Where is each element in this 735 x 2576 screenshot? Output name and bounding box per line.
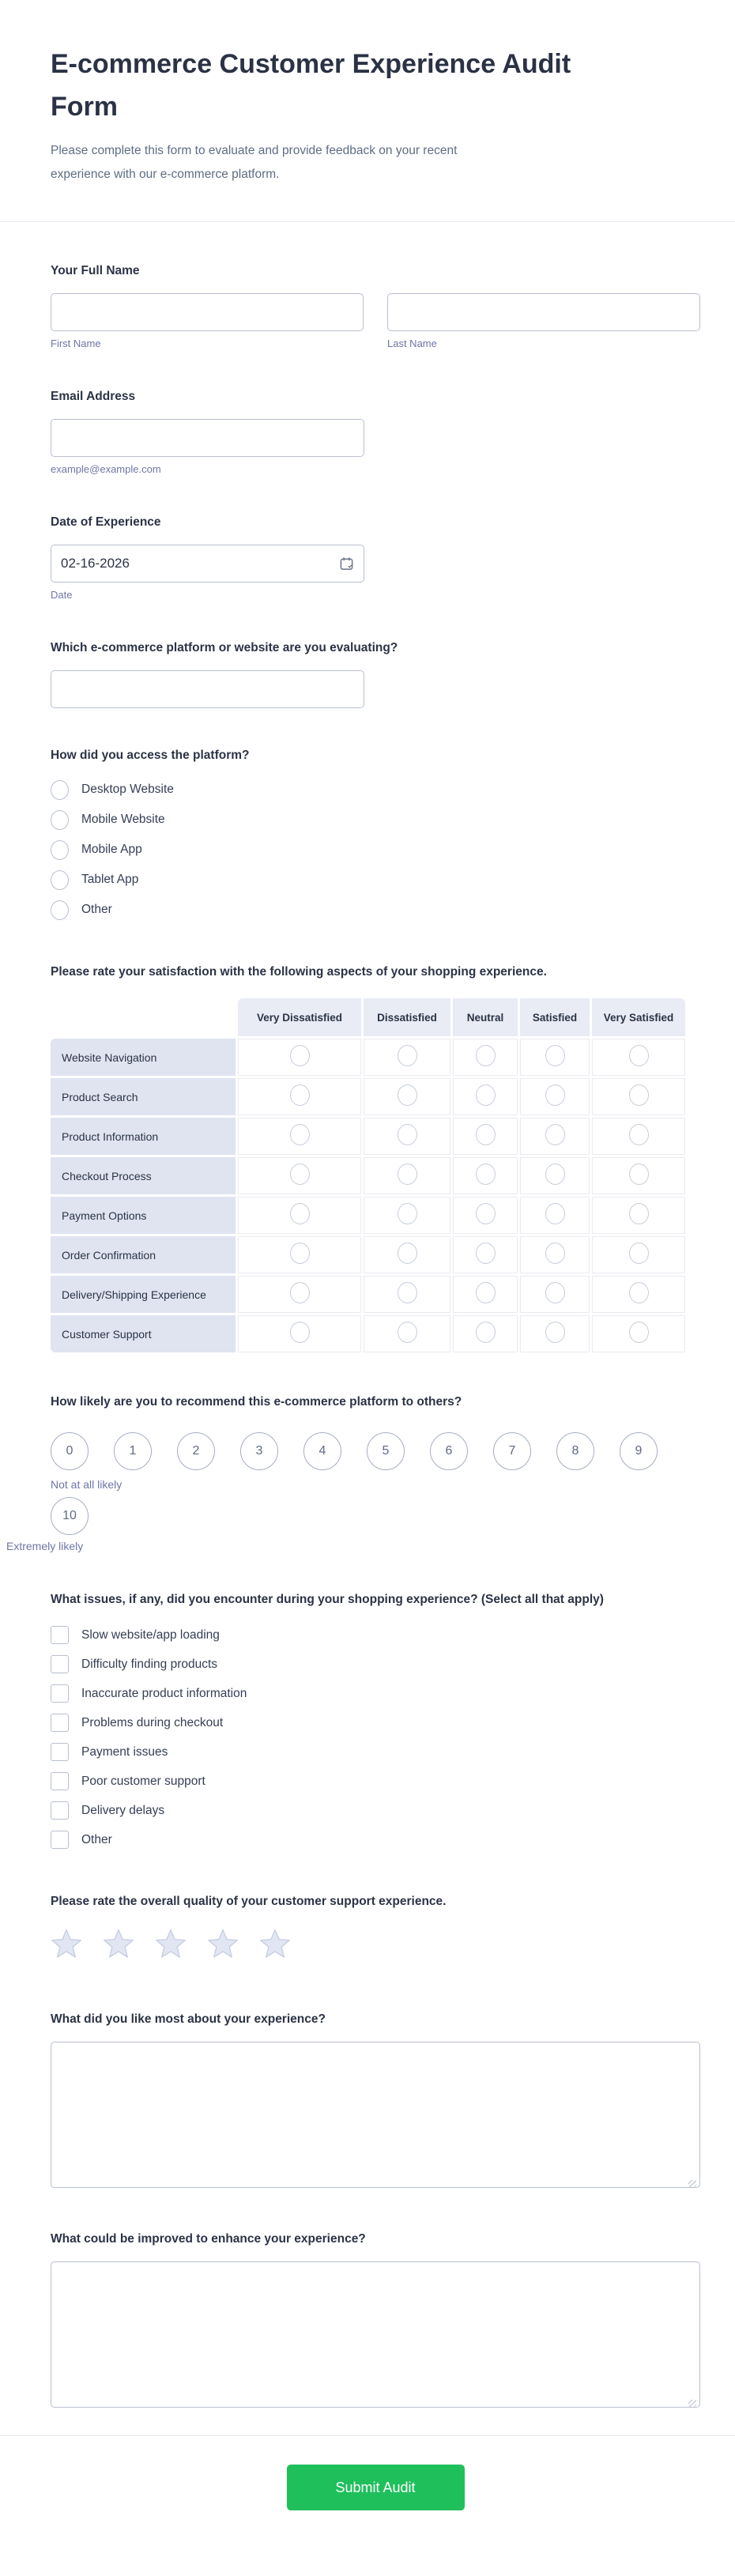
matrix-cell[interactable] bbox=[520, 1039, 590, 1076]
matrix-header-row bbox=[51, 998, 685, 1036]
radio-option-label: Mobile App bbox=[81, 843, 142, 856]
matrix-cell[interactable] bbox=[453, 1078, 518, 1115]
matrix-radio-icon[interactable] bbox=[290, 1322, 310, 1343]
liked-most-label: What did you like most about your experience? bbox=[51, 2012, 326, 2026]
matrix-cell[interactable] bbox=[238, 1276, 361, 1313]
matrix-cell[interactable] bbox=[592, 1236, 685, 1273]
matrix-radio-icon[interactable] bbox=[290, 1045, 310, 1066]
checkbox-option[interactable] bbox=[51, 1825, 700, 1854]
matrix-cell[interactable] bbox=[238, 1157, 361, 1194]
radio-option-label: Desktop Website bbox=[81, 783, 174, 796]
nps-circle-6[interactable]: 6 bbox=[430, 1432, 468, 1470]
question-email bbox=[51, 387, 700, 475]
question-liked-most bbox=[51, 2010, 700, 2192]
radio-button-icon[interactable] bbox=[51, 900, 69, 920]
matrix-radio-icon[interactable] bbox=[629, 1124, 649, 1145]
matrix-cell[interactable] bbox=[364, 1039, 450, 1076]
matrix-cell[interactable] bbox=[453, 1039, 518, 1076]
question-date bbox=[51, 513, 700, 601]
matrix-radio-icon[interactable] bbox=[545, 1124, 565, 1145]
form-title: E-commerce Customer Experience Audit Form bbox=[51, 49, 571, 122]
matrix-radio-icon[interactable] bbox=[476, 1322, 496, 1343]
radio-option-label: Other bbox=[81, 903, 112, 916]
checkbox-option-label: Poor customer support bbox=[81, 1774, 205, 1788]
matrix-cell[interactable] bbox=[238, 1039, 361, 1076]
last-name-col bbox=[387, 293, 700, 349]
matrix-cell[interactable] bbox=[520, 1118, 590, 1155]
last-name-sublabel: Last Name bbox=[387, 338, 437, 349]
matrix-column-header: Very Satisfied bbox=[592, 998, 685, 1036]
matrix-cell[interactable] bbox=[453, 1236, 518, 1273]
question-satisfaction-matrix bbox=[51, 963, 700, 1355]
platform-input[interactable] bbox=[51, 670, 364, 708]
first-name-col bbox=[51, 293, 364, 349]
matrix-radio-icon[interactable] bbox=[290, 1243, 310, 1264]
first-name-input[interactable] bbox=[51, 293, 364, 331]
matrix-cell[interactable] bbox=[520, 1157, 590, 1194]
matrix-radio-icon[interactable] bbox=[629, 1282, 649, 1303]
checkbox-icon[interactable] bbox=[51, 1801, 69, 1820]
radio-option[interactable] bbox=[51, 895, 700, 925]
date-sublabel: Date bbox=[51, 589, 73, 601]
full-name-label: Your Full Name bbox=[51, 264, 140, 277]
liked-most-wrap bbox=[51, 2042, 700, 2192]
nps-row-high bbox=[51, 1497, 700, 1535]
star-icon[interactable] bbox=[51, 1929, 82, 1963]
nps-circle-10[interactable]: 10 bbox=[51, 1497, 89, 1535]
nps-high-label: Extremely likely bbox=[6, 1540, 84, 1552]
matrix-radio-icon[interactable] bbox=[398, 1124, 417, 1145]
star-rating bbox=[51, 1929, 700, 1963]
radio-option-label: Mobile Website bbox=[81, 813, 165, 826]
liked-most-textarea[interactable] bbox=[51, 2042, 700, 2188]
last-name-input[interactable] bbox=[387, 293, 700, 331]
checkbox-option-label: Delivery delays bbox=[81, 1803, 165, 1817]
checkbox-icon[interactable] bbox=[51, 1684, 69, 1703]
matrix-radio-icon[interactable] bbox=[629, 1164, 649, 1185]
matrix-cell[interactable] bbox=[364, 1315, 450, 1352]
nps-circle-0[interactable]: 0 bbox=[51, 1432, 89, 1470]
matrix-cell[interactable] bbox=[592, 1078, 685, 1115]
radio-option[interactable] bbox=[51, 835, 700, 865]
checkbox-option[interactable] bbox=[51, 1650, 700, 1679]
checkbox-option-label: Other bbox=[81, 1832, 112, 1846]
matrix-row bbox=[51, 1118, 685, 1155]
nps-circle-9[interactable]: 9 bbox=[620, 1432, 658, 1470]
matrix-cell[interactable] bbox=[592, 1039, 685, 1076]
nps-row-low bbox=[51, 1432, 700, 1470]
matrix-radio-icon[interactable] bbox=[476, 1282, 496, 1303]
matrix-radio-icon[interactable] bbox=[398, 1243, 417, 1264]
matrix-column-header: Very Dissatisfied bbox=[238, 998, 361, 1036]
radio-button-icon[interactable] bbox=[51, 870, 69, 890]
matrix-cell[interactable] bbox=[453, 1157, 518, 1194]
matrix-row bbox=[51, 1236, 685, 1273]
question-platform bbox=[51, 639, 700, 708]
checkbox-icon[interactable] bbox=[51, 1714, 69, 1732]
matrix-cell[interactable] bbox=[238, 1078, 361, 1115]
form-body bbox=[0, 222, 735, 2412]
nps-low-label: Not at all likely bbox=[51, 1478, 122, 1491]
matrix-cell[interactable] bbox=[364, 1157, 450, 1194]
matrix-row-label: Product Search bbox=[51, 1078, 236, 1115]
radio-option-label: Tablet App bbox=[81, 873, 139, 886]
submit-area bbox=[0, 2436, 735, 2510]
matrix-radio-icon[interactable] bbox=[629, 1243, 649, 1264]
matrix-body bbox=[51, 1039, 685, 1352]
checkbox-option-label: Payment issues bbox=[81, 1744, 168, 1759]
matrix-cell[interactable] bbox=[520, 1276, 590, 1313]
matrix-cell[interactable] bbox=[592, 1157, 685, 1194]
nps-circle-4[interactable]: 4 bbox=[303, 1432, 341, 1470]
matrix-cell[interactable] bbox=[238, 1197, 361, 1234]
checkbox-option[interactable] bbox=[51, 1737, 700, 1767]
star-icon[interactable] bbox=[103, 1929, 134, 1963]
matrix-cell[interactable] bbox=[592, 1315, 685, 1352]
radio-button-icon[interactable] bbox=[51, 810, 69, 830]
question-issues bbox=[51, 1590, 700, 1854]
question-nps bbox=[6, 1393, 700, 1552]
checkbox-option-label: Problems during checkout bbox=[81, 1715, 224, 1729]
form-header bbox=[0, 0, 735, 187]
matrix-cell[interactable] bbox=[592, 1197, 685, 1234]
resize-handle-icon[interactable] bbox=[688, 2180, 696, 2188]
matrix-cell[interactable] bbox=[238, 1315, 361, 1352]
matrix-cell[interactable] bbox=[364, 1236, 450, 1273]
matrix-radio-icon[interactable] bbox=[476, 1243, 496, 1264]
matrix-radio-icon[interactable] bbox=[476, 1084, 496, 1106]
matrix-cell[interactable] bbox=[238, 1118, 361, 1155]
nps-circle-8[interactable]: 8 bbox=[556, 1432, 594, 1470]
matrix-radio-icon[interactable] bbox=[629, 1322, 649, 1343]
checkbox-icon[interactable] bbox=[51, 1626, 69, 1644]
matrix-cell[interactable] bbox=[453, 1315, 518, 1352]
matrix-row bbox=[51, 1039, 685, 1076]
matrix-cell[interactable] bbox=[364, 1197, 450, 1234]
access-label: How did you access the platform? bbox=[51, 749, 250, 762]
date-input[interactable] bbox=[51, 545, 364, 583]
question-access bbox=[51, 746, 700, 925]
matrix-row-label: Order Confirmation bbox=[51, 1236, 236, 1273]
matrix-label: Please rate your satisfaction with the following aspects of your shopping experience. bbox=[51, 965, 547, 979]
matrix-row-label: Product Information bbox=[51, 1118, 236, 1155]
radio-option[interactable] bbox=[51, 805, 700, 835]
matrix-radio-icon[interactable] bbox=[545, 1203, 565, 1224]
matrix-radio-icon[interactable] bbox=[290, 1164, 310, 1185]
matrix-row bbox=[51, 1197, 685, 1234]
access-options bbox=[51, 775, 700, 925]
email-label: Email Address bbox=[51, 390, 136, 403]
question-full-name bbox=[51, 262, 700, 349]
matrix-radio-icon[interactable] bbox=[545, 1322, 565, 1343]
name-row bbox=[51, 293, 700, 349]
matrix-cell[interactable] bbox=[520, 1236, 590, 1273]
email-input[interactable] bbox=[51, 419, 364, 457]
matrix-row bbox=[51, 1157, 685, 1194]
checkbox-option[interactable] bbox=[51, 1796, 700, 1825]
matrix-radio-icon[interactable] bbox=[545, 1084, 565, 1106]
matrix-radio-icon[interactable] bbox=[290, 1203, 310, 1224]
nps-circle-3[interactable]: 3 bbox=[240, 1432, 278, 1470]
matrix-cell[interactable] bbox=[520, 1315, 590, 1352]
matrix-column-header: Neutral bbox=[453, 998, 518, 1036]
radio-button-icon[interactable] bbox=[51, 780, 69, 800]
matrix-cell[interactable] bbox=[364, 1078, 450, 1115]
matrix-cell[interactable] bbox=[453, 1276, 518, 1313]
matrix-radio-icon[interactable] bbox=[398, 1164, 417, 1185]
checkbox-option-label: Inaccurate product information bbox=[81, 1686, 247, 1700]
platform-label: Which e-commerce platform or website are you evaluating? bbox=[51, 641, 398, 654]
date-input-wrap bbox=[51, 545, 364, 583]
support-rating-label: Please rate the overall quality of your customer support experience. bbox=[51, 1895, 447, 1908]
form-subtitle: Please complete this form to evaluate and provide feedback on your recent experience with our e-commerce platform. bbox=[51, 144, 458, 181]
first-name-sublabel: First Name bbox=[51, 338, 101, 349]
checkbox-icon[interactable] bbox=[51, 1831, 69, 1849]
matrix-radio-icon[interactable] bbox=[398, 1084, 417, 1106]
question-improvements bbox=[51, 2230, 700, 2412]
matrix-column-header: Dissatisfied bbox=[364, 998, 450, 1036]
improvements-label: What could be improved to enhance your experience? bbox=[51, 2232, 366, 2246]
matrix-radio-icon[interactable] bbox=[629, 1203, 649, 1224]
calendar-icon[interactable] bbox=[339, 556, 354, 571]
matrix-cell[interactable] bbox=[592, 1118, 685, 1155]
checkbox-option-label: Difficulty finding products bbox=[81, 1657, 218, 1671]
improvements-textarea[interactable] bbox=[51, 2261, 700, 2408]
matrix-radio-icon[interactable] bbox=[545, 1164, 565, 1185]
radio-option[interactable] bbox=[51, 775, 700, 805]
matrix-row bbox=[51, 1276, 685, 1313]
matrix-head bbox=[51, 998, 685, 1036]
matrix-radio-icon[interactable] bbox=[476, 1164, 496, 1185]
matrix-row-label: Checkout Process bbox=[51, 1157, 236, 1194]
checkbox-option[interactable] bbox=[51, 1708, 700, 1737]
matrix-radio-icon[interactable] bbox=[476, 1045, 496, 1066]
star-icon[interactable] bbox=[259, 1929, 291, 1963]
matrix-row-label: Payment Options bbox=[51, 1197, 236, 1234]
checkbox-icon[interactable] bbox=[51, 1655, 69, 1673]
resize-handle-icon[interactable] bbox=[688, 2400, 696, 2408]
nps-circle-2[interactable]: 2 bbox=[177, 1432, 215, 1470]
matrix-row-label: Delivery/Shipping Experience bbox=[51, 1276, 236, 1313]
checkbox-icon[interactable] bbox=[51, 1772, 69, 1790]
matrix-radio-icon[interactable] bbox=[545, 1243, 565, 1264]
question-support-rating bbox=[51, 1892, 700, 1963]
satisfaction-matrix bbox=[48, 996, 688, 1355]
matrix-row-label: Customer Support bbox=[51, 1315, 236, 1352]
radio-option[interactable] bbox=[51, 865, 700, 895]
matrix-radio-icon[interactable] bbox=[398, 1203, 417, 1224]
matrix-radio-icon[interactable] bbox=[629, 1084, 649, 1106]
matrix-radio-icon[interactable] bbox=[398, 1322, 417, 1343]
radio-button-icon[interactable] bbox=[51, 840, 69, 860]
matrix-cell[interactable] bbox=[520, 1197, 590, 1234]
checkbox-icon[interactable] bbox=[51, 1743, 69, 1761]
date-label: Date of Experience bbox=[51, 515, 161, 529]
nps-circle-1[interactable]: 1 bbox=[114, 1432, 152, 1470]
matrix-cell[interactable] bbox=[238, 1236, 361, 1273]
star-icon[interactable] bbox=[207, 1929, 239, 1963]
matrix-cell[interactable] bbox=[453, 1197, 518, 1234]
matrix-radio-icon[interactable] bbox=[290, 1084, 310, 1106]
matrix-radio-icon[interactable] bbox=[629, 1045, 649, 1066]
submit-audit-button[interactable]: Submit Audit bbox=[287, 2465, 465, 2510]
checkbox-option-label: Slow website/app loading bbox=[81, 1627, 220, 1642]
improvements-wrap bbox=[51, 2261, 700, 2412]
matrix-radio-icon[interactable] bbox=[290, 1124, 310, 1145]
checkbox-option[interactable] bbox=[51, 1767, 700, 1796]
matrix-column-header: Satisfied bbox=[520, 998, 590, 1036]
nps-label: How likely are you to recommend this e-commerce platform to others? bbox=[51, 1395, 462, 1409]
matrix-radio-icon[interactable] bbox=[545, 1282, 565, 1303]
matrix-radio-icon[interactable] bbox=[476, 1203, 496, 1224]
matrix-radio-icon[interactable] bbox=[398, 1282, 417, 1303]
matrix-cell[interactable] bbox=[453, 1118, 518, 1155]
issues-label: What issues, if any, did you encounter during your shopping experience? (Select all that apply) bbox=[51, 1593, 604, 1606]
matrix-radio-icon[interactable] bbox=[476, 1124, 496, 1145]
email-sublabel: example@example.com bbox=[51, 463, 161, 475]
matrix-row bbox=[51, 1078, 685, 1115]
matrix-row bbox=[51, 1315, 685, 1352]
star-icon[interactable] bbox=[155, 1929, 187, 1963]
checkbox-option[interactable] bbox=[51, 1679, 700, 1708]
matrix-radio-icon[interactable] bbox=[290, 1282, 310, 1303]
checkbox-option[interactable] bbox=[51, 1620, 700, 1650]
matrix-radio-icon[interactable] bbox=[545, 1045, 565, 1066]
matrix-cell[interactable] bbox=[364, 1118, 450, 1155]
matrix-row-label: Website Navigation bbox=[51, 1039, 236, 1076]
issues-options bbox=[51, 1620, 700, 1854]
matrix-corner-cell bbox=[51, 998, 236, 1036]
nps-circle-7[interactable]: 7 bbox=[493, 1432, 531, 1470]
matrix-cell[interactable] bbox=[364, 1276, 450, 1313]
matrix-cell[interactable] bbox=[592, 1276, 685, 1313]
matrix-radio-icon[interactable] bbox=[398, 1045, 417, 1066]
matrix-cell[interactable] bbox=[520, 1078, 590, 1115]
nps-circle-5[interactable]: 5 bbox=[367, 1432, 405, 1470]
